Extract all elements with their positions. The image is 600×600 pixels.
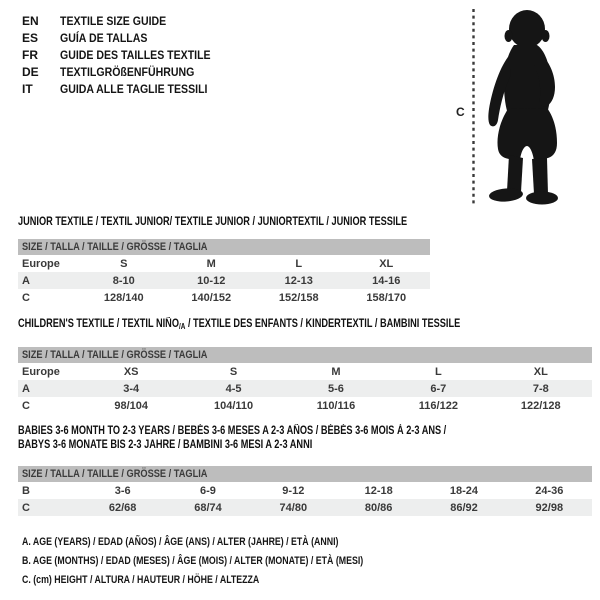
table-row: [18, 397, 592, 414]
row-label: C: [22, 291, 30, 304]
table-cell: 86/92: [450, 501, 478, 514]
table-cell: L: [295, 257, 303, 270]
table-cell: 4-5: [225, 382, 242, 395]
section-title-line1: BABIES 3-6 MONTH TO 2-3 YEARS / BEBÉS 3-6 MESES A 2-3 AÑOS / BÉBÉS 3-6 MOIS À 2-3 ANS /: [18, 425, 447, 437]
table-cell: 62/68: [108, 501, 137, 514]
section-title-junior: [18, 215, 504, 229]
legend-text: A. AGE (YEARS) / EDAD (AÑOS) / ÂGE (ANS) / ALTER (JAHRE) / ETÀ (ANNI): [22, 536, 339, 548]
row-label: C: [22, 501, 30, 514]
table-cell: 116/122: [418, 399, 458, 412]
row-label: A: [22, 274, 30, 287]
table-cell: L: [435, 365, 442, 378]
baby-silhouette: [484, 9, 566, 205]
table-cell: 98/104: [114, 399, 149, 412]
table-row: [18, 255, 430, 272]
size-header-text: SIZE / TALLA / TAILLE / GRÖSSE / TAGLIA: [22, 468, 208, 480]
table-cell: 24-36: [535, 484, 564, 497]
table-cell: 158/170: [366, 291, 407, 304]
size-header-bar: [18, 347, 592, 363]
table-cell: XS: [123, 365, 139, 378]
table-cell: 8-10: [112, 274, 135, 287]
table-cell: 5-6: [328, 382, 344, 395]
table-cell: 104/110: [214, 399, 254, 412]
table-row: [18, 272, 430, 289]
table-cell: M: [331, 365, 341, 378]
children-table: [18, 363, 592, 414]
size-header-text: SIZE / TALLA / TAILLE / GRÖSSE / TAGLIA: [22, 241, 208, 253]
table-cell: M: [206, 257, 216, 270]
table-cell: 68/74: [194, 501, 222, 514]
language-label: GUÍA DE TALLAS: [60, 31, 148, 45]
table-cell: XL: [533, 365, 548, 378]
table-row: [18, 363, 592, 380]
junior-table: [18, 255, 430, 306]
section-title-line2: BABYS 3-6 MONATE BIS 2-3 JAHRE / BAMBINI 3-6 MESI A 2-3 ANNI: [18, 439, 313, 451]
table-cell: S: [120, 257, 128, 270]
row-label: Europe: [22, 365, 60, 378]
size-header-bar: [18, 466, 592, 482]
section-title-text: [18, 317, 460, 334]
table-cell: 128/140: [103, 291, 144, 304]
table-cell: 3-6: [114, 484, 131, 497]
title-subscript: /A: [178, 322, 186, 331]
table-cell: 92/98: [535, 501, 564, 514]
table-cell: 122/128: [520, 399, 561, 412]
table-cell: 14-16: [372, 274, 401, 287]
language-row-de: [22, 64, 231, 81]
table-cell: 18-24: [449, 484, 479, 497]
title-part: CHILDREN'S TEXTILE / TEXTIL NIÑO: [18, 318, 179, 330]
table-row: [18, 482, 592, 499]
table-cell: 6-7: [430, 382, 447, 395]
row-label: Europe: [22, 257, 60, 270]
junior-size-table: [18, 239, 430, 306]
legend-text: C. (cm) HEIGHT / ALTURA / HAUTEUR / HÖHE / ALTEZZA: [22, 574, 260, 586]
children-size-table: [18, 347, 592, 414]
table-cell: 10-12: [197, 274, 226, 287]
legend-line-b: [22, 552, 449, 571]
table-cell: 9-12: [282, 484, 305, 497]
size-header-bar: [18, 239, 430, 255]
table-cell: 140/152: [191, 291, 232, 304]
table-cell: 110/116: [316, 399, 356, 412]
language-code: ES: [22, 31, 39, 45]
table-cell: 12-18: [364, 484, 393, 497]
section-title-text: JUNIOR TEXTILE / TEXTIL JUNIOR/ TEXTILE JUNIOR / JUNIORTEXTIL / JUNIOR TESSILE: [18, 216, 408, 228]
legend-line-a: [22, 533, 449, 552]
language-row-es: [22, 30, 231, 47]
language-row-fr: [22, 47, 231, 64]
table-cell: 152/158: [278, 291, 319, 304]
table-cell: 80/86: [364, 501, 393, 514]
table-row: [18, 380, 592, 397]
legend-line-c: [22, 571, 449, 590]
table-cell: XL: [379, 257, 394, 270]
height-measure-line: [471, 9, 476, 206]
babies-table: [18, 482, 592, 516]
language-code: FR: [22, 48, 38, 62]
table-cell: 12-13: [284, 274, 313, 287]
language-row-en: [22, 13, 231, 30]
language-label: TEXTILE SIZE GUIDE: [60, 14, 167, 28]
legend: [22, 533, 449, 590]
row-label: B: [22, 484, 30, 497]
title-part: / TEXTILE DES ENFANTS / KINDERTEXTIL / BAMBINI TESSILE: [185, 318, 461, 330]
table-cell: S: [229, 365, 238, 378]
table-cell: 3-4: [123, 382, 140, 395]
height-label-c: C: [456, 105, 465, 119]
size-header-text: SIZE / TALLA / TAILLE / GRÖSSE / TAGLIA: [22, 349, 208, 361]
legend-text: B. AGE (MONTHS) / EDAD (MESES) / ÂGE (MOIS) / ALTER (MONATE) / ETÀ (MESI): [22, 555, 364, 567]
table-row: [18, 499, 592, 516]
table-cell: 74/80: [279, 501, 308, 514]
table-cell: 7-8: [532, 382, 549, 395]
section-title-children: [18, 317, 571, 334]
language-label: TEXTILGRÖßENFÜHRUNG: [60, 65, 195, 79]
language-row-it: [22, 81, 231, 98]
row-label: C: [22, 399, 30, 412]
language-label: GUIDE DES TAILLES TEXTILE: [60, 48, 211, 62]
language-list: [22, 13, 231, 98]
language-code: DE: [22, 65, 39, 79]
table-cell: 6-9: [200, 484, 216, 497]
language-code: IT: [22, 82, 33, 96]
babies-size-table: [18, 466, 592, 516]
section-title-babies: [18, 424, 553, 452]
table-row: [18, 289, 430, 306]
language-label: GUIDA ALLE TAGLIE TESSILI: [60, 82, 208, 96]
language-code: EN: [22, 14, 39, 28]
row-label: A: [22, 382, 30, 395]
